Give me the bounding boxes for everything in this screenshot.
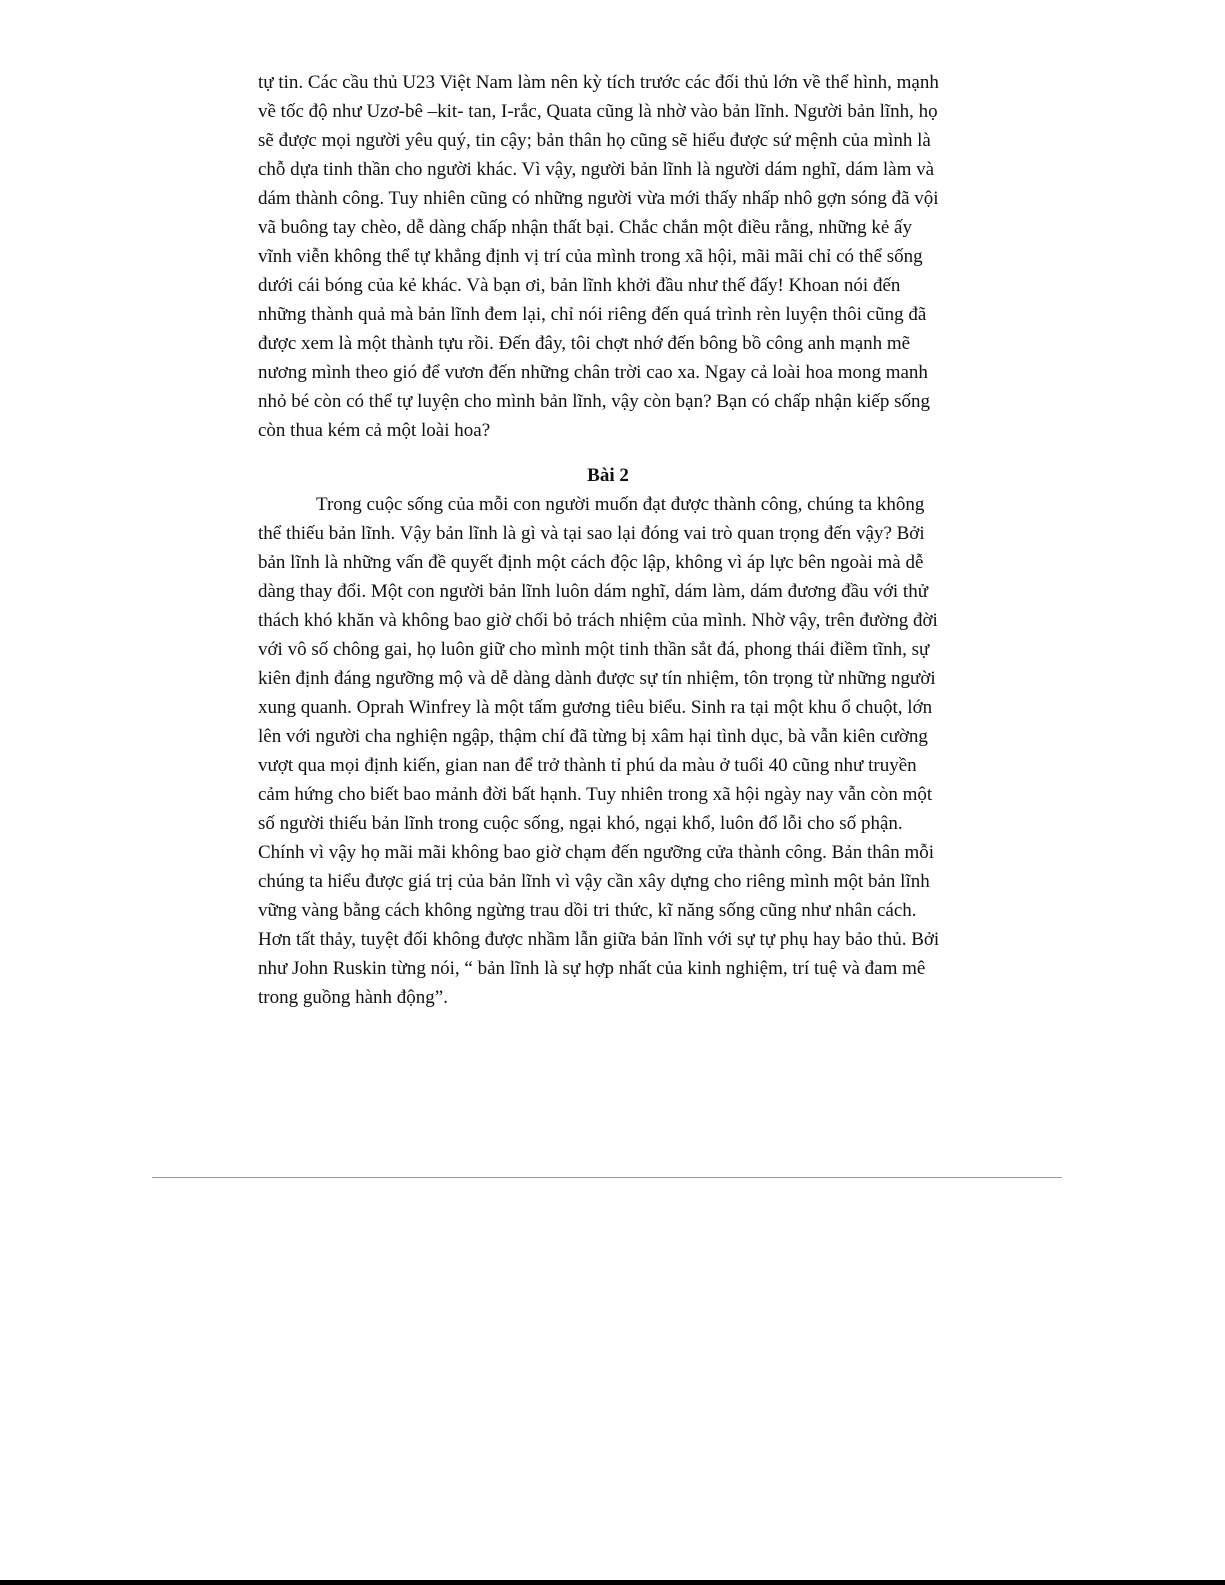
text-line: Hơn tất thảy, tuyệt đối không được nhầm lẫn giữa bản lĩnh với sự tự phụ hay bảo thủ. Bởi: [258, 929, 940, 950]
text-line: vĩnh viễn không thể tự khẳng định vị trí của mình trong xã hội, mãi mãi chỉ có thể sống: [258, 246, 923, 267]
text-line: thách khó khăn và không bao giờ chối bỏ trách nhiệm của mình. Nhờ vậy, trên đường đời: [258, 610, 938, 631]
text-line: vã buông tay chèo, dễ dàng chấp nhận thất bại. Chắc chắn một điều rằng, những kẻ ấy: [258, 217, 912, 238]
essay-paragraph-1: [258, 68, 958, 445]
text-line: số người thiếu bản lĩnh trong cuộc sống, ngại khó, ngại khổ, luôn đổ lỗi cho số phận.: [258, 813, 903, 834]
text-line: Chính vì vậy họ mãi mãi không bao giờ chạm đến ngưỡng cửa thành công. Bản thân mỗi: [258, 842, 935, 863]
essay-paragraph-2: [258, 490, 958, 1012]
text-line: thể thiếu bản lĩnh. Vậy bản lĩnh là gì và tại sao lại đóng vai trò quan trọng đến vậy? Bởi: [258, 523, 925, 544]
text-line: kiên định đáng ngưỡng mộ và dễ dàng dành được sự tín nhiệm, tôn trọng từ những người: [258, 668, 936, 689]
text-line: với vô số chông gai, họ luôn giữ cho mình một tinh thần sắt đá, phong thái điềm tĩnh, sự: [258, 639, 930, 660]
text-line: những thành quả mà bản lĩnh đem lại, chỉ nói riêng đến quá trình rèn luyện thôi cũng đã: [258, 304, 927, 325]
text-line: sẽ được mọi người yêu quý, tin cậy; bản thân họ cũng sẽ hiểu được sứ mệnh của mình là: [258, 130, 931, 151]
text-line: vượt qua mọi định kiến, gian nan để trở thành tỉ phú da màu ở tuổi 40 cũng như truyền: [258, 755, 917, 776]
text-line: nhỏ bé còn có thể tự luyện cho mình bản lĩnh, vậy còn bạn? Bạn có chấp nhận kiếp sống: [258, 391, 930, 412]
text-line: lên với người cha nghiện ngập, thậm chí đã từng bị xâm hại tình dục, bà vẫn kiên cường: [258, 726, 928, 747]
text-line: còn thua kém cả một loài hoa?: [258, 420, 491, 441]
text-line: vững vàng bằng cách không ngừng trau dồi tri thức, kĩ năng sống cũng như nhân cách.: [258, 900, 917, 921]
text-line: chỗ dựa tinh thần cho người khác. Vì vậy, người bản lĩnh là người dám nghĩ, dám làm và: [258, 159, 935, 180]
footer-divider: [152, 1177, 1062, 1178]
text-line: bản lĩnh là những vấn đề quyết định một cách độc lập, không vì áp lực bên ngoài mà dễ: [258, 552, 924, 573]
text-line: xung quanh. Oprah Winfrey là một tấm gương tiêu biểu. Sinh ra tại một khu ổ chuột, lớn: [258, 697, 933, 718]
text-line: như John Ruskin từng nói, “ bản lĩnh là sự hợp nhất của kinh nghiệm, trí tuệ và đam mê: [258, 958, 926, 979]
text-line: nương mình theo gió để vươn đến những chân trời cao xa. Ngay cả loài hoa mong manh: [258, 362, 928, 383]
text-line: dàng thay đổi. Một con người bản lĩnh luôn dám nghĩ, dám làm, dám đương đầu với thử: [258, 581, 929, 602]
text-line: chúng ta hiểu được giá trị của bản lĩnh vì vậy cần xây dựng cho riêng mình một bản lĩnh: [258, 871, 930, 892]
text-line: cảm hứng cho biết bao mảnh đời bất hạnh. Tuy nhiên trong xã hội ngày nay vẫn còn một: [258, 784, 933, 805]
text-line: được xem là một thành tựu rồi. Đến đây, tôi chợt nhớ đến bông bồ công anh mạnh mẽ: [258, 333, 911, 354]
section-heading-bai-2: Bài 2: [587, 465, 629, 486]
text-line: trong guồng hành động”.: [258, 987, 448, 1008]
text-line: Trong cuộc sống của mỗi con người muốn đạt được thành công, chúng ta không: [316, 494, 925, 515]
text-line: dưới cái bóng của kẻ khác. Và bạn ơi, bản lĩnh khởi đầu như thế đấy! Khoan nói đến: [258, 275, 901, 296]
page-bottom-edge: [0, 1580, 1225, 1585]
text-line: tự tin. Các cầu thủ U23 Việt Nam làm nên kỳ tích trước các đối thủ lớn về thể hình, mạnh: [258, 72, 939, 93]
text-line: về tốc độ như Uzơ-bê –kit- tan, I-rắc, Quata cũng là nhờ vào bản lĩnh. Người bản lĩnh, họ: [258, 101, 938, 122]
text-line: dám thành công. Tuy nhiên cũng có những người vừa mới thấy nhấp nhô gợn sóng đã vội: [258, 188, 939, 209]
